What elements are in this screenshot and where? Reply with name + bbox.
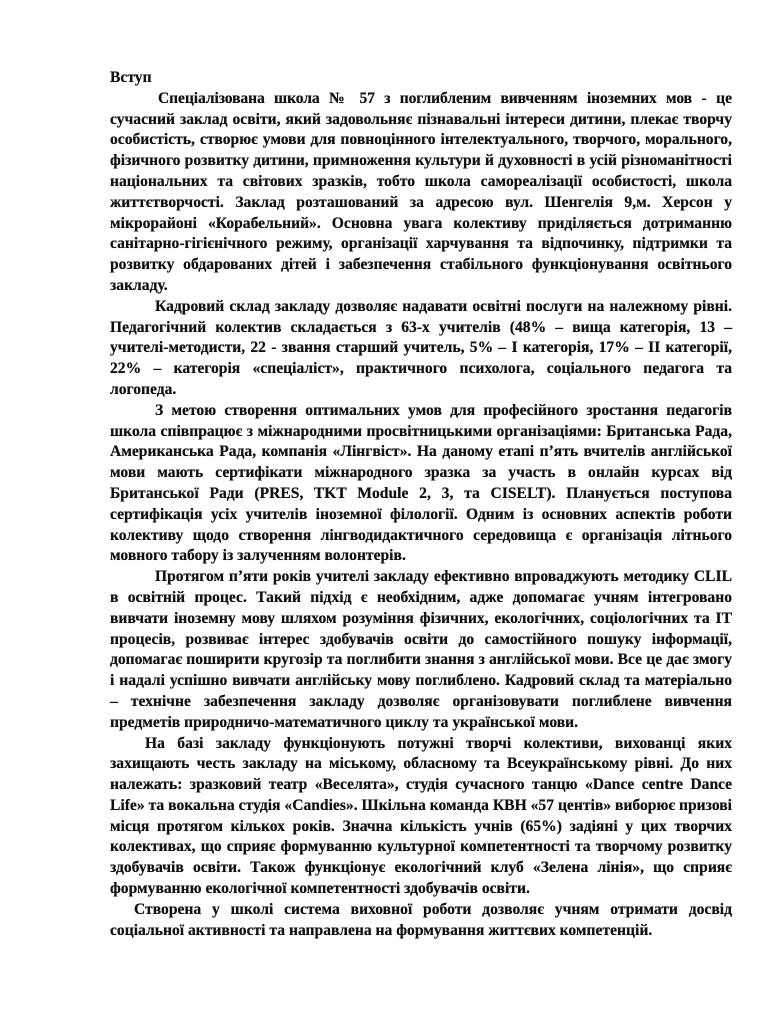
paragraph-upbringing: Створена у школі система виховної роботи дозволяє учням отримати досвід соціальної активності та направлена на формування життєвих компетенцій.	[110, 900, 732, 939]
intro-text: - це сучасний заклад освіти, який задовольняє пізнавальні інтереси дитини, плекає творчу особистість, створює умови для повноцінного інтелектуального, творчого, морального, фізичного розвитку дитини, примноження культури й духовності в усій різноманітності національних та світових зразків, тобто школа самореалізації особистості, школа життєтворчості. Заклад розташований за адресою вул. Шенгелія 9,м. Херсон у мікрорайоні «Корабельний». Основна увага колективу приділяється дотриманню санітарно-гігієнічного режиму, організації харчування та відпочинку, підтримки та розвитку обдарованих дітей і забезпечення стабільного функціонування освітнього закладу.	[110, 89, 732, 294]
document-page	[110, 68, 732, 941]
section-heading: Вступ	[110, 69, 152, 86]
paragraph-cooperation: З метою створення оптимальних умов для професійного зростання педагогів школа співпрацює з міжнародними просвітницькими організаціями: Британська Рада, Американська Рада, компанія «Лінгвіст». На даному етапі п’ять вчителів англійської мови мають сертифікати міжнародного зразка за участь в онлайн курсах від Британської Ради (PRES, TKT Module 2, 3, та CISELT). Планується поступова сертифікація усіх учителів іноземної філології. Одним із основних аспектів роботи колективу щодо створення лінгводидактичного середовища є організація літнього мовного табору із залученням волонтерів.	[110, 401, 732, 565]
paragraph-staff: Кадровий склад закладу дозволяє надавати освітні послуги на належному рівні. Педагогічний колектив складається з 63-х учителів (48% – вища категорія, 13 – учителі-методисти, 22 - звання старший учитель, 5% – І категорія, 17% – ІІ категорії, 22% – категорія «спеціаліст», практичного психолога, соціального педагога та логопеда.	[110, 297, 732, 398]
paragraph-creative: На базі закладу функціонують потужні творчі колективи, вихованці яких захищають честь закладу на міському, обласному та Всеукраїнському рівні. До них належать: зразковий театр «Веселята», студія сучасного танцю «Dance centre Dance Life» та вокальна студія «Candies». Шкільна команда КВН «57 центів» виборює призові місця протягом кількох років. Значна кількість учнів (65%) задіяні у цих творчих колективах, що сприяє формуванню культурної компетентності та творчому розвитку здобувачів освіти. Також функціонує екологічний клуб «Зелена лінія», що сприяє формуванню екологічної компетентності здобувачів освіти.	[110, 734, 732, 898]
school-name: Спеціалізована школа № 57 з поглибленим вивченням іноземних мов	[158, 89, 692, 107]
intro-paragraph	[110, 89, 732, 297]
paragraph-clil: Протягом п’яти років учителі закладу ефективно впроваджують методику CLIL в освітній процес. Такий підхід є необхідним, адже допомагає учням інтегровано вивчати іноземну мову шляхом розуміння фізичних, екологічних, соціологічних та ІТ процесів, розвиває інтерес здобувачів освіти до самостійного пошуку інформації, допомагає поширити кругозір та поглибити знання з англійської мови. Все це дає змогу і надалі успішно вивчати англійську мову поглиблено. Кадровий склад та матеріально – технічне забезпечення закладу дозволяє організовувати поглиблене вивчення предметів природничо-математичного циклу та української мови.	[110, 568, 732, 731]
